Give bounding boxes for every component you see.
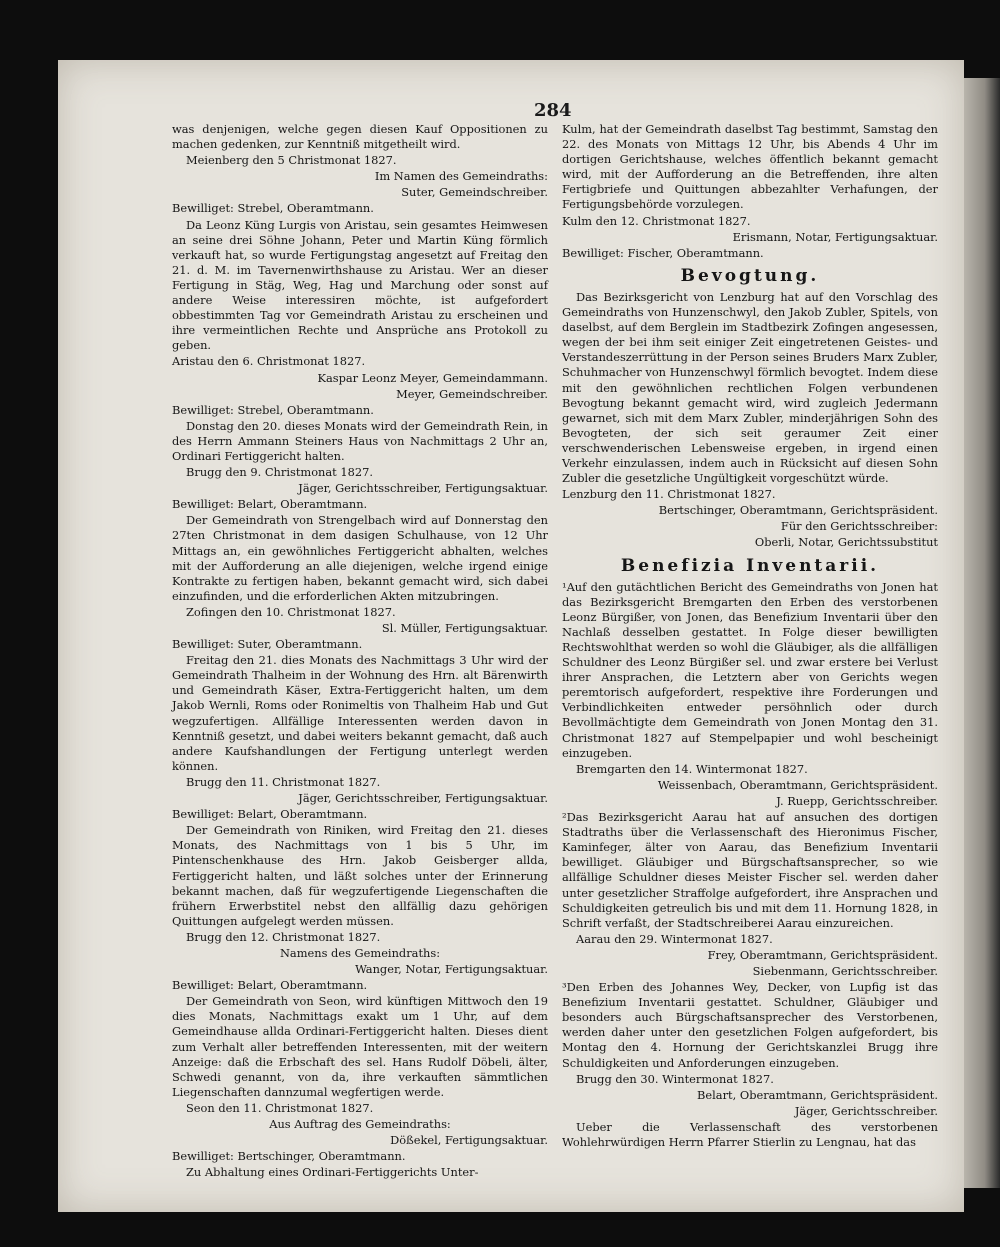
notice-paragraph: Bewilliget: Strebel, Oberamtmann. [172,201,374,216]
page-number: 284 [534,100,572,121]
notice-paragraph: Meienberg den 5 Christmonat 1827. [186,153,397,168]
right-column [562,122,938,1151]
newspaper-page [58,60,964,1212]
notice-paragraph: Der Gemeindrath von Seon, wird künftigen Mittwoch den 19 dies Monats, Nachmittags exakt um 1 Uhr, auf dem Gemeindhause allda Ordinari-Fertiggericht halten. Dieses dient zum Verhalt aller betreffenden Interessenten, mit der weitern Anzeige: daß die Erbschaft des sel. Hans Rudolf Döbeli, älter, Schwedi genannt, von da, ihre verkauften sämmtlichen Liegenschaften dannzumal wegfertigen werde. [172,994,548,1099]
notice-paragraph: was denjenigen, welche gegen diesen Kauf Oppositionen zu machen gedenken, zur Kenntniß mitgetheilt wird. [172,122,548,152]
notice-paragraph: Bewilliget: Belart, Oberamtmann. [172,497,368,512]
left-column [172,122,548,1181]
notice-paragraph: Brugg den 30. Wintermonat 1827. [576,1071,774,1086]
notice-paragraph: Donstag den 20. dieses Monats wird der Gemeindrath Rein, in des Herrn Ammann Steiners Haus von Nachmittags 2 Uhr an, Ordinari Fertiggericht halten. [172,418,548,463]
notice-paragraph: ²Das Bezirksgericht Aarau hat auf ansuchen des dortigen Stadtraths über die Verlassenschaft des Hieronimus Fischer, Kaminfeger, älter von Aarau, das Benefizium Inventarii bewilliget. Gläubiger und Bürgschaftsansprecher, so wie allfällige Schuldner dieses Meister Fischer sel. werden daher unter gesetzlicher Straffolge aufgefordert, ihre Ansprachen und Schuldigkeiten getreulich bis und mit dem 11. Hornung 1828, in Schrift verfaßt, der Stadtschreiberei Aarau einzureichen. [562,810,938,930]
notice-paragraph: Meyer, Gemeindschreiber. [396,386,548,401]
section-bevogtung [562,290,938,551]
notice-paragraph: Der Gemeindrath von Riniken, wird Freitag den 21. dieses Monats, des Nachmittags von 1 bis 5 Uhr, im Pintenschenkhause des Hrn. Jakob Geisberger allda, Fertiggericht halten, und läßt solches unter der Erinnerung bekannt machen, daß für wegzufertigende Liegenschaften die frühern Erwerbstitel nebst den allfällig dazu gehörigen Quittungen aufgelegt werden müssen. [172,823,548,928]
notice-paragraph: Kaspar Leonz Meyer, Gemeindammann. [317,370,548,385]
notice-paragraph: ³Den Erben des Johannes Wey, Decker, von Lupfig ist das Benefizium Inventarii gestattet. Schuldner, Gläubiger und besonders auch Bürgschaftsansprecher des Verstorbenen, werden daher unter den gesetzlichen Folgen aufgefordert, bis Montag den 4. Hornung der Gerichtskanzlei Brugg ihre Schuldigkeiten und Anforderungen einzugeben. [562,980,938,1070]
notice-paragraph: Zofingen den 10. Christmonat 1827. [186,604,396,619]
notice-paragraph: Für den Gerichtsschreiber: [780,519,938,534]
notice-paragraph: Der Gemeindrath von Strengelbach wird auf Donnerstag den 27ten Christmonat in dem dasigen Schulhause, von 12 Uhr Mittags an, ein gewöhnliches Fertiggericht abhalten, welches mit der Aufforderung an alle diejenigen, welche irgend einige Kontrakte zu fertigen haben, bekannt gemacht wird, sich dabei einzufinden, und die erforderlichen Akten mitzubringen. [172,513,548,603]
notice-paragraph: Ueber die Verlassenschaft des verstorbenen Wohlehrwürdigen Herrn Pfarrer Stierlin zu Lengnau, hat das [562,1119,938,1149]
notice-paragraph: Bewilliget: Bertschinger, Oberamtmann. [172,1149,406,1164]
notice-paragraph: Das Bezirksgericht von Lenzburg hat auf den Vorschlag des Gemeindraths von Hunzenschwyl, den Jakob Zubler, Spitels, von daselbst, auf dem Berglein im Stadtbezirk Zofingen angesessen, wegen der bei ihm seit einiger Zeit eingetretenen Geistes- und Verstandeszerrüttung in der Person seines Bruders Marx Zubler, Schuhmacher von Hunzenschwyl förmlich bevogtet. Indem diese mit den gewöhnlichen rechtlichen Folgen verbundenen Bevogtung bekannt gemacht wird, wird zugleich Jedermann gewarnet, sich mit dem Marx Zubler, minderjährigen Sohn des Bevogteten, der sich seit geraumer Zeit einer verschwenderischen Lebensweise ergeben, in irgend einen Verkehr einzulassen, indem auch in Rücksicht auf diesen Sohn Zubler die gesetzliche Ungültigkeit vorgeschützt würde. [562,289,938,486]
notice-paragraph: Aristau den 6. Christmonat 1827. [172,354,366,369]
notice-paragraph: Jäger, Gerichtsschreiber, Fertigungsaktuar. [298,791,548,806]
notice-paragraph: Brugg den 9. Christmonat 1827. [186,465,373,480]
notice-paragraph: Bremgarten den 14. Wintermonat 1827. [576,761,808,776]
notice-paragraph: Frey, Oberamtmann, Gerichtspräsident. [707,947,938,962]
notice-paragraph: Suter, Gemeindschreiber. [401,185,548,200]
notice-paragraph: Weissenbach, Oberamtmann, Gerichtspräsident. [657,777,938,792]
notice-paragraph: Belart, Oberamtmann, Gerichtspräsident. [697,1087,938,1102]
notice-paragraph: Brugg den 12. Christmonat 1827. [186,929,381,944]
section-benefizia-inventarii [562,580,938,1150]
notice-paragraph: Aarau den 29. Wintermonat 1827. [576,931,773,946]
notice-paragraph: ¹Auf den gutächtlichen Bericht des Gemeindraths von Jonen hat das Bezirksgericht Bremgarten den Erben des verstorbenen Leonz Bürgißer, von Jonen, das Benefizium Inventarii über den Nachlaß desselben gestattet. In Folge dieser bewilligten Rechtswohlthat werden so wohl die Gläubiger, als die allfälligen Schuldner des Leonz Bürgißer sel. und zwar erstere bei Verlust ihrer Ansprachen, die Letztern aber von Gerichts wegen peremtorisch aufgefordert, respektive ihre Forderungen und Verbindlichkeiten entweder persöhnlich oder durch Bevollmächtigte dem Gemeindrath von Jonen Montag den 31. Christmonat 1827 auf Stempelpapier und wohl bescheinigt einzugeben. [562,579,938,760]
notice-paragraph: Bewilliget: Belart, Oberamtmann. [172,978,368,993]
notice-paragraph: Dößekel, Fertigungsaktuar. [390,1133,548,1148]
notice-paragraph: Wanger, Notar, Fertigungsaktuar. [355,962,548,977]
notice-paragraph: Jäger, Gerichtsschreiber. [794,1103,938,1118]
notice-paragraph: Siebenmann, Gerichtsschreiber. [752,963,938,978]
notice-paragraph: Da Leonz Küng Lurgis von Aristau, sein gesamtes Heimwesen an seine drei Söhne Johann, Peter und Martin Küng förmlich verkauft hat, so wurde Fertigungstag angesetzt auf Freitag den 21. d. M. im Tavernenwirthshause zu Aristau. Wer an dieser Fertigung in Stäg, Weg, Hag und Marchung oder sonst auf andere Weise interessiren möchte, ist aufgefordert obbestimmten Tag vor Gemeindrath Aristau zu erscheinen und ihre vermeintlichen Rechte und Ansprüche ans Protokoll zu geben. [172,217,548,353]
notice-paragraph: Bewilliget: Suter, Oberamtmann. [172,637,363,652]
notice-paragraph: Seon den 11. Christmonat 1827. [186,1100,374,1115]
notice-paragraph: Im Namen des Gemeindraths: [374,169,548,184]
notice-paragraph: Brugg den 11. Christmonat 1827. [186,774,381,789]
notice-paragraph: Sl. Müller, Fertigungsaktuar. [381,621,548,635]
notice-paragraph: Lenzburg den 11. Christmonat 1827. [562,487,776,502]
notice-paragraph: J. Ruepp, Gerichtsschreiber. [776,793,938,808]
notice-paragraph: Bewilliget: Strebel, Oberamtmann. [172,402,374,417]
notice-paragraph: Kulm, hat der Gemeindrath daselbst Tag bestimmt, Samstag den 22. des Monats von Mittags 12 Uhr, bis Abends 4 Uhr im dortigen Gerichtshause, welches öffentlich bekannt gemacht wird, mit der Aufforderung an die Betreffenden, ihre alten Fertigbriefe und Quittungen abbezahlter Verhafungen, der Fertigungsbehörde vorzulegen. [562,122,938,212]
right-column-intro [562,122,938,261]
notice-paragraph: Bewilliget: Belart, Oberamtmann. [172,807,368,822]
notice-paragraph: Erismann, Notar, Fertigungsaktuar. [732,229,938,244]
notice-paragraph: Namens des Gemeindraths: [279,945,441,960]
heading-bevogtung: Bevogtung. [680,265,820,286]
notice-paragraph: Freitag den 21. dies Monats des Nachmittags 3 Uhr wird der Gemeindrath Thalheim in der Wohnung des Hrn. alt Bärenwirth und Gemeindrath Käser, Extra-Fertiggericht halten, um dem Jakob Wernli, Roms oder Ronimeltis von Thalheim Hab und Gut wegzufertigen. Allfällige Interessenten werden davon in Kenntniß gesetzt, und dabei weiters bekannt gemacht, daß auch andere Kaufshandlungen der Fertigung unterlegt werden können. [172,653,548,773]
notice-paragraph: Bewilliget: Fischer, Oberamtmann. [562,245,764,260]
notice-paragraph: Aus Auftrag des Gemeindraths: [269,1117,451,1131]
notice-paragraph: Kulm den 12. Christmonat 1827. [562,213,751,228]
heading-benefizia-inventarii: Benefizia Inventarii. [620,555,880,576]
notice-paragraph: Oberli, Notar, Gerichtssubstitut [754,535,938,550]
notice-paragraph: Zu Abhaltung eines Ordinari-Fertiggerichts Unter- [186,1165,479,1180]
adjacent-page-edge [962,78,1000,1188]
notice-paragraph: Jäger, Gerichtsschreiber, Fertigungsaktuar. [298,481,548,496]
notice-paragraph: Bertschinger, Oberamtmann, Gerichtspräsident. [658,503,938,518]
